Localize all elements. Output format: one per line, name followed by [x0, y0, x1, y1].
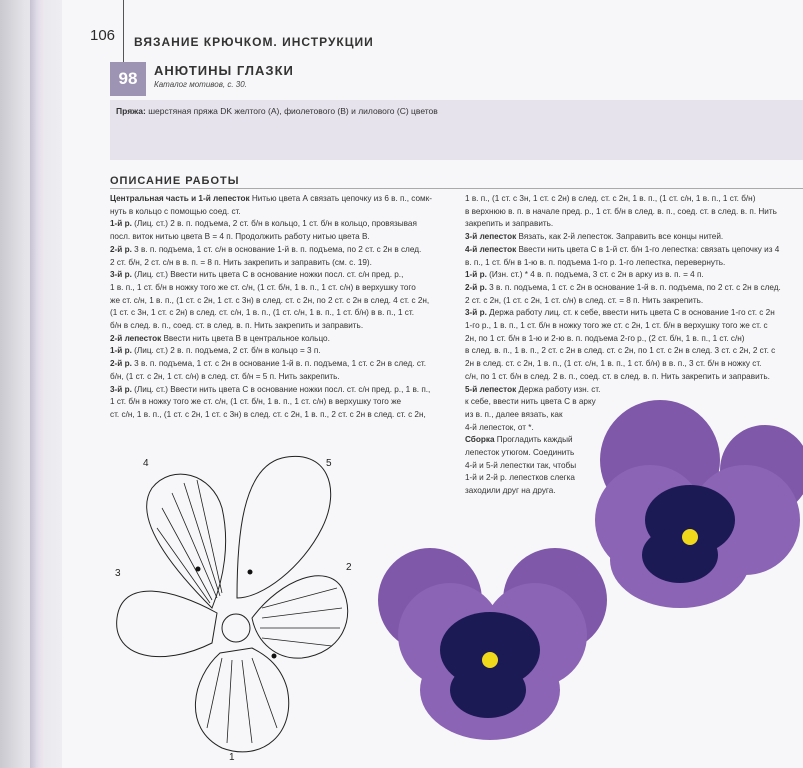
instruction-heading: 2-й р.: [110, 244, 132, 254]
pattern-number-badge: 98: [110, 62, 146, 96]
yarn-label: Пряжа:: [116, 106, 146, 116]
running-header: ВЯЗАНИЕ КРЮЧКОМ. ИНСТРУКЦИИ: [134, 35, 374, 49]
instruction-text: закрепить и заправить.: [465, 219, 554, 229]
petal-label-2: 2: [346, 562, 352, 573]
pansy-flower-right: [595, 400, 803, 608]
instruction-text: лепесток утюгом. Соединить: [465, 448, 575, 458]
instruction-heading: Центральная часть и 1-й лепесток: [110, 194, 250, 203]
instruction-text: Прогладить каждый: [494, 435, 573, 445]
catalog-reference: Каталог мотивов, с. 30.: [154, 80, 247, 89]
instruction-text: 2 ст. б/н, 2 ст. с/н в в. п. = 8 п. Нить закрепить и заправить (см. с. 19).: [110, 257, 372, 267]
instruction-text: 1 в. п., 1 ст. б/н в ножку того же ст. с/н, (1 ст. б/н, 1 в. п., 1 ст. с/н) в верхушку того: [110, 282, 416, 292]
instruction-heading: 4-й лепесток: [465, 244, 517, 254]
instruction-text: в след. в. п., 1 в. п., 2 ст. с 2н в след. ст. с 2н, по 1 ст. с 2н в след. 3 ст. с 2н, 2 ст. с: [465, 346, 776, 356]
instruction-text: 4-й и 5-й лепестки так, чтобы: [465, 460, 577, 470]
page-number: 106: [90, 27, 116, 44]
instruction-text: из в. п., далее вязать, как: [465, 409, 563, 419]
instruction-heading: 2-й р.: [465, 282, 487, 292]
instruction-text: ст. с/н, 1 в. п., (1 ст. с 2н, 1 ст. с 3н) в след. ст. с 2н, 1 в. п., 2 ст. с 2н в след. ст. с 2н,: [110, 409, 426, 419]
instruction-heading: 1-й р.: [110, 219, 132, 229]
petal-label-3: 3: [115, 568, 121, 579]
instruction-text: в верхнюю в. п. в начале пред. р., 1 ст. б/н в след. в. п., соед. ст. в след. в. п. Нить: [465, 206, 777, 216]
instruction-text: 3 в. п. подъема, 1 ст. с/н в основание 1-й в. п. подъема, по 2 ст. с 2н в след.: [131, 244, 422, 254]
instruction-text: Вязать, как 2-й лепесток. Заправить все концы нитей.: [516, 232, 724, 242]
instruction-heading: 2-й р.: [110, 359, 132, 369]
instruction-text: нуть в кольцо с помощью соед. ст.: [110, 206, 241, 216]
section-title: ОПИСАНИЕ РАБОТЫ: [110, 175, 240, 187]
instruction-text: 3 в. п. подъема, 1 ст. с 2н в основание 1-й в. п. подъема, 1 ст. с 2н в след. ст.: [131, 359, 427, 369]
instruction-text: посл. виток нитью цвета В = 4 п. Продолжить работу нитью цвета В.: [110, 232, 370, 242]
instruction-text: 1-го р., 1 в. п., 1 ст. б/н в ножку того же ст. с 2н, 1 ст. б/н в верхушку того же ст. с: [465, 321, 768, 331]
instruction-text: Ввести нить цвета В в центральное кольцо.: [161, 333, 330, 343]
instruction-text: 2н, по 1 ст. б/н в 1-ю и 2-ю в. п. подъема 2-го р., (2 ст. б/н, 1 в. п., 1 ст. с/н): [465, 333, 745, 343]
instruction-text: 1 в. п., (1 ст. с 3н, 1 ст. с 2н) в след. ст. с 2н, 1 в. п., (1 ст. с/н, 1 в. п., 1 ст. б/н): [465, 194, 756, 203]
instruction-text: в. п., 1 ст. б/н в 1-ю в. п. подъема 1-го р. 1-го лепестка, перевернуть.: [465, 257, 726, 267]
instruction-heading: 3-й лепесток: [465, 232, 517, 242]
instruction-heading: 2-й лепесток: [110, 333, 162, 343]
instruction-text: (Лиц. ст.) Ввести нить цвета С в основание ножки посл. ст. с/н пред. р.,: [131, 270, 404, 280]
instruction-text: Держа работу изн. ст.: [516, 384, 601, 394]
instruction-text: (Лиц. ст.) 2 в. п. подъема, 2 ст. б/н в кольцо = 3 п.: [131, 346, 321, 356]
instruction-text: 1-й и 2-й р. лепестков слегка: [465, 473, 575, 483]
instruction-text: (Изн. ст.) * 4 в. п. подъема, 3 ст. с 2н в арку из в. п. = 4 п.: [486, 270, 704, 280]
instruction-text: 2 ст. с 2н, (1 ст. с 2н, 1 ст. с/н) в след. ст. = 8 п. Нить закрепить.: [465, 295, 704, 305]
instruction-text: (Лиц. ст.) 2 в. п. подъема, 2 ст. б/н в кольцо, 1 ст. б/н в кольцо, провязывая: [131, 219, 417, 229]
instruction-text: с/н, по 1 ст. б/н в след. 2 в. п., соед. ст. в след. в. п. Нить закрепить и заправить.: [465, 371, 770, 381]
instruction-text: 2н в след. ст. с 2н, 1 в. п., (1 ст. с/н, 1 в. п., 1 ст. б/н) в в. п., 3 ст. б/н в ножку ст.: [465, 359, 762, 369]
instruction-heading: 3-й р.: [110, 270, 132, 280]
instruction-heading: 5-й лепесток: [465, 384, 517, 394]
instruction-text: б/н, (1 ст. с 2н, 1 ст. с/н) в след. ст. б/н = 5 п. Нить закрепить.: [110, 371, 340, 381]
instruction-text: Держа работу лиц. ст. к себе, ввести нить цвета С в основание 1-го ст. с 2н: [486, 308, 775, 318]
pattern-title: АНЮТИНЫ ГЛАЗКИ: [154, 63, 294, 78]
petal-label-1: 1: [229, 752, 235, 763]
instruction-heading: 1-й р.: [465, 270, 487, 280]
petal-label-4: 4: [143, 458, 149, 469]
instruction-text: б/н в след. в. п., соед. ст. в след. в. п. Нить закрепить и заправить.: [110, 321, 364, 331]
instruction-heading: Сборка: [465, 435, 495, 445]
instruction-text: (Лиц. ст.) Ввести нить цвета С в основание ножки посл. ст. с/н пред. р., 1 в. п.,: [131, 384, 431, 394]
instruction-text: 4-й лепесток, от *.: [465, 422, 534, 432]
instruction-text: 1 ст. б/н в ножку того же ст. с/н, (1 ст. б/н, 1 в. п., 1 ст. с/н) в верхушку того же: [110, 397, 402, 407]
instruction-text: Нитью цвета А связать цепочку из 6 в. п., сомк-: [249, 194, 432, 203]
instruction-text: к себе, ввести нить цвета С в арку: [465, 397, 596, 407]
instruction-heading: 3-й р.: [110, 384, 132, 394]
instruction-text: же ст. с/н, 1 в. п., (1 ст. с 2н, 1 ст. с 3н) в след. ст. с 2н, по 2 ст. с 2н в след. 4 ст. с 2н,: [110, 295, 430, 305]
pansy-flower-left: [378, 548, 607, 740]
instruction-text: заходили друг на друга.: [465, 486, 556, 496]
instruction-text: Ввести нить цвета С в 1-й ст. б/н 1-го лепестка: связать цепочку из 4: [516, 244, 780, 254]
instruction-text: (1 ст. с 3н, 1 ст. с 2н) в след. ст. с/н, 1 в. п., (1 ст. с/н, 1 в. п., 1 ст. б/н) в в. п., 1 ст.: [110, 308, 414, 318]
petal-label-5: 5: [326, 458, 332, 469]
instruction-text: 3 в. п. подъема, 1 ст. с 2н в основание 1-й в. п. подъема, по 2 ст. с 2н в след.: [486, 282, 781, 292]
instruction-heading: 1-й р.: [110, 346, 132, 356]
yarn-description: шерстяная пряжа DK желтого (А), фиолетового (В) и лилового (С) цветов: [145, 106, 438, 116]
instruction-heading: 3-й р.: [465, 308, 487, 318]
